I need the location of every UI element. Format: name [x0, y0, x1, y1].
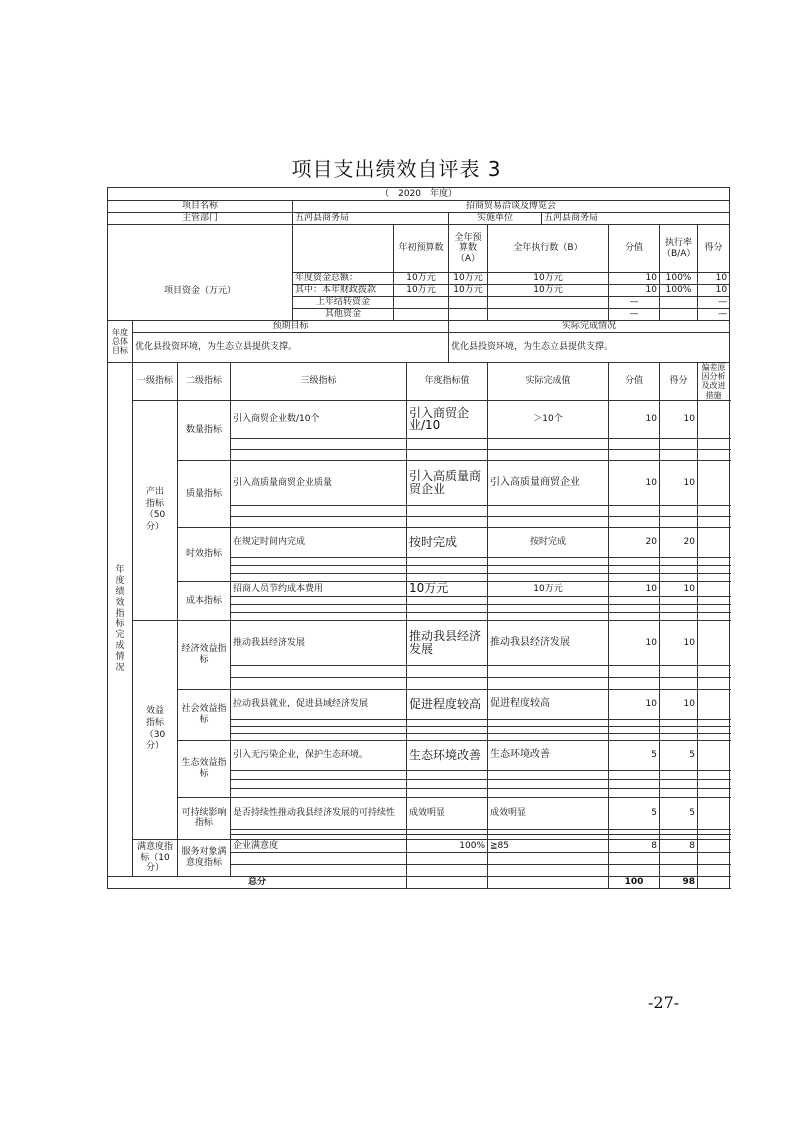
page-title: 项目支出绩效自评表 3: [291, 157, 502, 181]
dept-row: [108, 213, 730, 225]
funds-got: 10: [698, 285, 730, 297]
col-annual: 全年预算数（A）: [449, 225, 488, 273]
got-cost: 10: [660, 581, 698, 596]
funds-rate: 100%: [660, 273, 698, 285]
col-exec: 全年执行数（B）: [488, 225, 609, 273]
actual-quality: 引入高质量商贸企业: [488, 460, 609, 505]
target-time: 按时完成: [407, 527, 488, 557]
funds-score: 10: [609, 273, 660, 285]
year-row: [108, 188, 730, 201]
goals-actual: 优化县投资环境，为生态立县提供支撑。: [449, 333, 730, 363]
target-quantity: 引入商贸企业/10: [407, 400, 488, 438]
dept-label: 主管部门: [108, 213, 293, 225]
l2-satisfaction: 服务对象满意度指标: [178, 839, 231, 876]
l3-quantity: 引入商贸企业数/10个: [231, 400, 407, 438]
target-social: 促进程度较高: [407, 689, 488, 719]
l3-social: 拉动我县就业，促进县域经济发展: [231, 689, 407, 719]
got-quantity: 10: [660, 400, 698, 438]
funds-score: 10: [609, 285, 660, 297]
funds-row-label: 其中：本年财政拨款: [293, 285, 394, 297]
score-quality: 10: [609, 460, 660, 505]
funds-row-label: 年度资金总额：: [293, 273, 394, 285]
score-eco: 5: [609, 740, 660, 770]
target-economic: 推动我县经济发展: [407, 620, 488, 665]
got-sustain: 5: [660, 797, 698, 829]
score-cost: 10: [609, 581, 660, 596]
funds-exec: 10万元: [488, 285, 609, 297]
funds-exec: 10万元: [488, 273, 609, 285]
impl-label: 实施单位: [449, 213, 542, 225]
l3-sustain: 是否持续性推动我县经济发展的可持续性: [231, 797, 407, 829]
funds-initial: [394, 297, 449, 309]
funds-annual: [449, 297, 488, 309]
actual-sustain: 成效明显: [488, 797, 609, 829]
year-line: （ 2020 年度）: [108, 188, 730, 201]
goals-label: 年度总体目标: [108, 321, 133, 363]
score-sustain: 5: [609, 797, 660, 829]
l3-quality: 引入高质量商贸企业质量: [231, 460, 407, 505]
total-label: 总分: [108, 876, 407, 888]
funds-exec: [488, 297, 609, 309]
l2-cost: 成本指标: [178, 581, 231, 620]
col-initial: 年初预算数: [394, 225, 449, 273]
funds-header-row: [108, 225, 730, 273]
target-sustain: 成效明显: [407, 797, 488, 829]
target-quality: 引入高质量商贸企业: [407, 460, 488, 505]
dept-value: 五河县商务局: [293, 213, 449, 225]
score-quantity: 10: [609, 400, 660, 438]
header-l2: 二级指标: [178, 363, 231, 401]
target-cost: 10万元: [407, 581, 488, 596]
funds-got: 10: [698, 273, 730, 285]
total-score: 100: [609, 876, 660, 888]
indicator-row: [108, 460, 730, 505]
project-name-row: [108, 201, 730, 213]
funds-score: —: [609, 309, 660, 321]
funds-got: —: [698, 297, 730, 309]
l3-economic: 推动我县经济发展: [231, 620, 407, 665]
l2-time: 时效指标: [178, 527, 231, 581]
indicator-row: [108, 400, 730, 438]
got-time: 20: [660, 527, 698, 557]
l2-economic: 经济效益指标: [178, 620, 231, 689]
funds-annual: 10万元: [449, 273, 488, 285]
l2-social: 社会效益指标: [178, 689, 231, 740]
actual-economic: 推动我县经济发展: [488, 620, 609, 665]
l2-eco: 生态效益指标: [178, 740, 231, 797]
indicator-header-row: [108, 363, 730, 401]
funds-row-label: 其他资金: [293, 309, 394, 321]
funds-annual: 10万元: [449, 285, 488, 297]
goals-content-row: [108, 333, 730, 363]
got-economic: 10: [660, 620, 698, 665]
l2-quality: 质量指标: [178, 460, 231, 527]
project-name-value: 招商贸易洽谈及博览会: [293, 201, 730, 213]
goals-expected: 优化县投资环境，为生态立县提供支撑。: [133, 333, 449, 363]
header-target: 年度指标值: [407, 363, 488, 401]
funds-row-label: 上年结转资金: [293, 297, 394, 309]
l3-time: 在规定时间内完成: [231, 527, 407, 557]
target-satisfaction: 100%: [407, 839, 488, 852]
effect-label-text: 效益指标（30分）: [144, 706, 166, 752]
header-l3: 三级指标: [231, 363, 407, 401]
got-eco: 5: [660, 740, 698, 770]
actual-quantity: ＞10个: [488, 400, 609, 438]
got-satisfaction: 8: [660, 839, 698, 852]
indicator-section-label: [108, 363, 133, 877]
funds-initial: 10万元: [394, 285, 449, 297]
l3-cost: 招商人员节约成本费用: [231, 581, 407, 596]
goals-actual-label: 实际完成情况: [449, 321, 730, 333]
got-social: 10: [660, 689, 698, 719]
score-social: 10: [609, 689, 660, 719]
evaluation-table: [107, 187, 730, 889]
col-score: 分值: [609, 225, 660, 273]
score-satisfaction: 8: [609, 839, 660, 852]
actual-social: 促进程度较高: [488, 689, 609, 719]
got-quality: 10: [660, 460, 698, 505]
funds-rate: [660, 297, 698, 309]
header-got: 得分: [660, 363, 698, 401]
output-label: [133, 400, 178, 620]
col-rate: 执行率（B/A）: [660, 225, 698, 273]
header-l1: 一级指标: [133, 363, 178, 401]
project-name-label: 项目名称: [108, 201, 293, 213]
indicator-row: [108, 620, 730, 665]
actual-time: 按时完成: [488, 527, 609, 557]
actual-eco: 生态环境改善: [488, 740, 609, 770]
output-label-text: 产出指标（50分）: [144, 486, 166, 532]
goals-header-row: [108, 321, 730, 333]
goals-expected-label: 预期目标: [133, 321, 449, 333]
indicator-row: [108, 740, 730, 770]
funds-initial: [394, 309, 449, 321]
header-remark: 偏差原因分析及改进措施: [698, 363, 730, 401]
funds-rate: 100%: [660, 285, 698, 297]
indicator-row: [108, 527, 730, 557]
funds-exec: [488, 309, 609, 321]
target-eco: 生态环境改善: [407, 740, 488, 770]
funds-initial: 10万元: [394, 273, 449, 285]
l3-eco: 引入无污染企业，保护生态环境。: [231, 740, 407, 770]
satisfaction-label: 满意度指标（10分）: [133, 839, 178, 876]
funds-got: —: [698, 309, 730, 321]
score-time: 20: [609, 527, 660, 557]
header-actual: 实际完成值: [488, 363, 609, 401]
effect-label: [133, 620, 178, 839]
funds-rate: [660, 309, 698, 321]
total-row: [108, 876, 730, 888]
funds-annual: [449, 309, 488, 321]
impl-value: 五河县商务局: [542, 213, 730, 225]
l2-sustain: 可持续影响指标: [178, 797, 231, 839]
indicator-row: [108, 581, 730, 596]
header-score: 分值: [609, 363, 660, 401]
indicator-section-text: 年度绩效指标完成情况: [115, 565, 125, 673]
actual-satisfaction: ≧85: [488, 839, 609, 852]
col-got: 得分: [698, 225, 730, 273]
l3-satisfaction: 企业满意度: [231, 839, 407, 852]
indicator-row: [108, 689, 730, 719]
actual-cost: 10万元: [488, 581, 609, 596]
page-number: -27-: [648, 993, 680, 1012]
total-got: 98: [660, 876, 698, 888]
score-economic: 10: [609, 620, 660, 665]
l2-quantity: 数量指标: [178, 400, 231, 460]
funds-score: —: [609, 297, 660, 309]
indicator-row: [108, 797, 730, 829]
funds-label: 项目资金（万元）: [108, 225, 293, 321]
indicator-row: [108, 839, 730, 852]
